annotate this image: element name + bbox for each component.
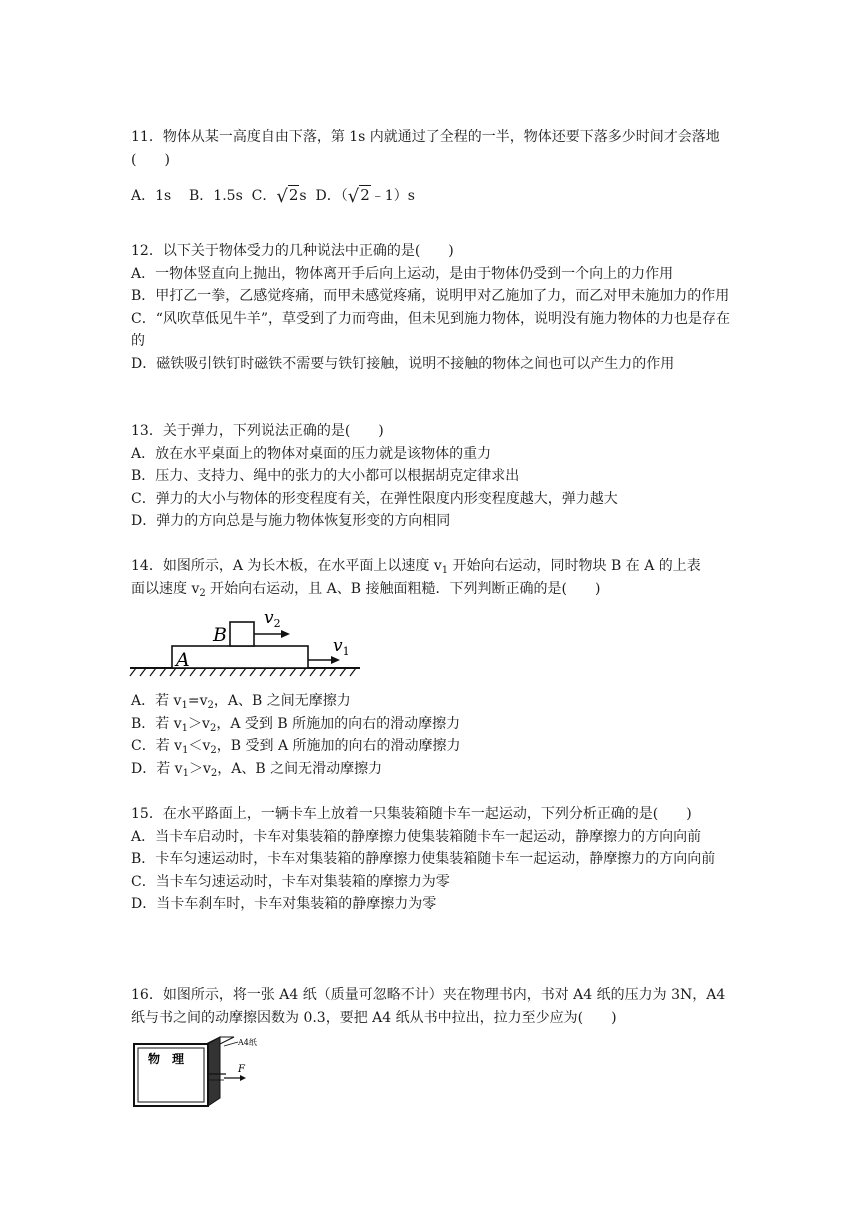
q15-stem: 15．在水平路面上，一辆卡车上放着一只集装箱随卡车一起运动，下列分析正确的是( ) [131,806,692,822]
book-pages-edge [208,1037,220,1106]
q11-option-a: A．1s [131,188,172,204]
q13-option-c: C．弹力的大小与物体的形变程度有关，在弹性限度内形变程度越大，弹力越大 [131,490,618,507]
q12-option-c: C．“风吹草低见牛羊”，草受到了力而弯曲，但未见到施力物体，说明没有施力物体的力也是存在的 [131,310,731,349]
plank-a [172,646,308,668]
v1-arrow-icon [331,656,340,664]
q13-option-b: B．压力、支持力、绳中的张力的大小都可以根据胡克定律求出 [131,468,520,484]
q15-option-d: D．当卡车刹车时，卡车对集装箱的静摩擦力为零 [131,896,437,912]
label-v1: $v_1$ [333,636,350,658]
q11-stem: 11．物体从某一高度自由下落，第 1s 内就通过了全程的一半，物体还要下落多少时间才会落地( ) [131,129,720,168]
question-15 [131,803,731,916]
label-b: B [213,624,227,646]
question-13 [131,420,731,533]
q14-stem-line-1: 14．如图所示，A 为长木板，在水平面上以速度 $v_1$ 开始向右运动，同时物块 B 在 A 的上表 [131,558,701,576]
force-label: F [238,1064,245,1075]
question-16 [131,984,731,1029]
q15-option-b: B．卡车匀速运动时，卡车对集装箱的静摩擦力使集装箱随卡车一起运动，静摩擦力的方向向前 [131,851,716,867]
q11-option-d: D．（√2﹣1）s [315,186,415,207]
q14-options [131,690,731,780]
paper-label: A4纸 [238,1038,257,1047]
v2-arrow-icon [281,630,290,638]
q16-stem: 16．如图所示，将一张 A4 纸（质量可忽略不计）夹在物理书内，书对 A4 纸的压力为 3N，A4 纸与书之间的动摩擦因数为 0.3，要把 A4 纸从书中拉出，拉力至少应为( ) [131,987,726,1026]
q12-option-b: B．甲打乙一拳，乙感觉疼痛，而甲未感觉疼痛，说明甲对乙施加了力，而乙对甲未施加力的作用 [131,288,730,304]
q16-figure-book [128,1036,288,1114]
question-14 [131,555,731,600]
q12-stem: 12．以下关于物体受力的几种说法中正确的是( ) [131,243,454,259]
q13-option-a: A．放在水平桌面上的物体对桌面的压力就是该物体的重力 [131,445,492,462]
q11-options [131,184,731,209]
q14-option-c: C．若 $v_1<v_2$，B 受到 A 所施加的向右的滑动摩擦力 [131,738,461,756]
q15-option-c: C．当卡车匀速运动时，卡车对集装箱的摩擦力为零 [131,873,450,890]
q15-option-a: A．当卡车启动时，卡车对集装箱的静摩擦力使集装箱随卡车一起运动，静摩擦力的方向向前 [131,828,702,845]
q13-stem: 13．关于弹力，下列说法正确的是( ) [131,423,384,439]
question-11 [131,126,731,209]
q14-stem-line-2: 面以速度 $v_2$ 开始向右运动，且 A、B 接触面粗糙．下列判断正确的是( ) [131,580,601,599]
q11-option-b: B．1.5s [189,188,243,204]
q13-option-d: D．弹力的方向总是与施力物体恢复形变的方向相同 [131,513,451,529]
label-v2: $v_2$ [264,608,281,630]
q14-option-a: A．若 $v_1=v_2$，A、B 之间无摩擦力 [131,693,351,711]
force-arrow-icon [240,1075,246,1081]
label-a: A [176,649,190,671]
q14-figure-blocks [128,608,364,680]
sqrt-symbol: √ [276,186,288,207]
question-12 [131,240,731,375]
q11-option-c: C．√2s [251,186,307,207]
block-b [230,622,254,646]
q12-option-d: D．磁铁吸引铁钉时磁铁不需要与铁钉接触，说明不接触的物体之间也可以产生力的作用 [131,355,675,372]
sqrt-symbol: √ [347,186,360,207]
q12-option-a: A．一物体竖直向上抛出，物体离开手后向上运动，是由于物体仍受到一个向上的力作用 [131,265,674,282]
book-title: 物 理 [148,1052,185,1066]
q14-option-b: B．若 $v_1>v_2$，A 受到 B 所施加的向右的滑动摩擦力 [131,715,461,734]
q14-option-d: D．若 $v_1>v_2$，A、B 之间无滑动摩擦力 [131,760,383,779]
